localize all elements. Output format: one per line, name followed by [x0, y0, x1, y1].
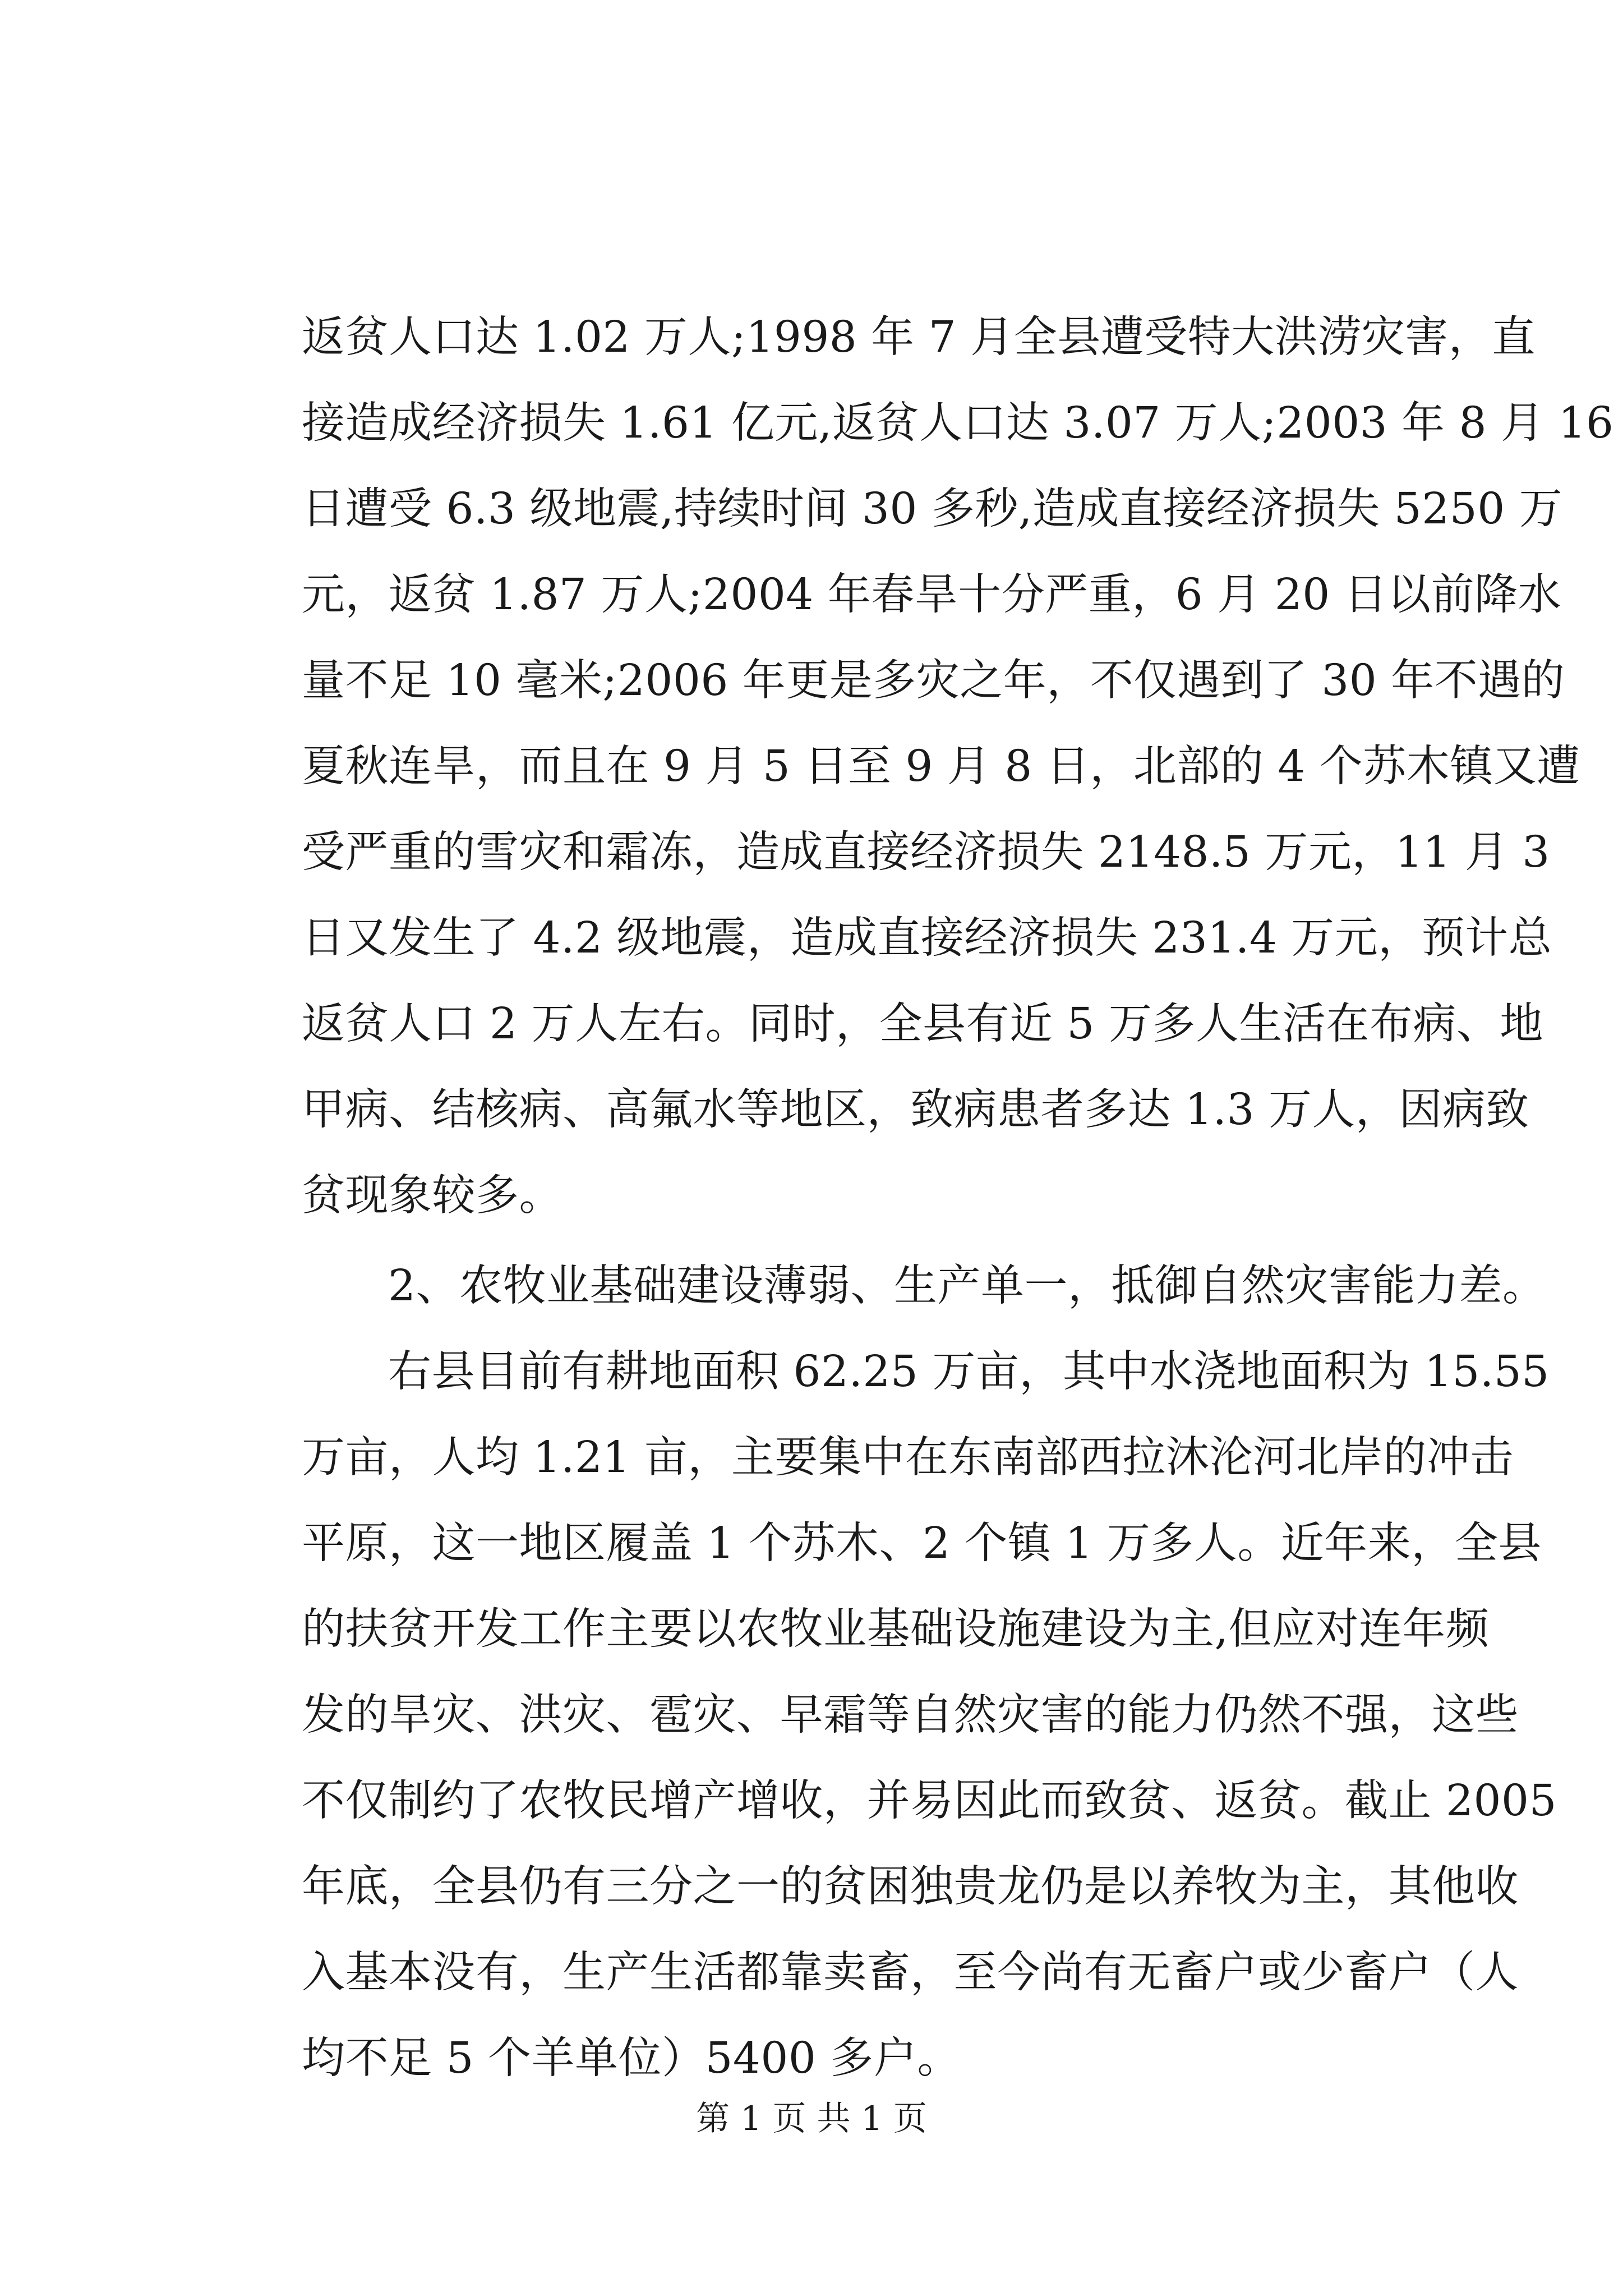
text-line: 年底，全县仍有三分之一的贫困独贵龙仍是以养牧为主，其他收	[302, 1862, 1519, 1912]
text-line: 返贫人口 2 万人左右。同时，全县有近 5 万多人生活在布病、地	[302, 999, 1543, 1049]
text-line: 夏秋连旱，而且在 9 月 5 日至 9 月 8 日，北部的 4 个苏木镇又遭	[302, 742, 1580, 792]
text-line: 返贫人口达 1.02 万人;1998 年 7 月全县遭受特大洪涝灾害，直	[302, 312, 1536, 362]
page-footer	[0, 2096, 1623, 2141]
page-number: 第 1 页 共 1 页	[696, 2099, 927, 2138]
text-line: 右县目前有耕地面积 62.25 万亩，其中水浇地面积为 15.55	[388, 1347, 1550, 1397]
text-line: 元，返贫 1.87 万人;2004 年春旱十分严重，6 月 20 日以前降水	[302, 570, 1562, 620]
paragraph-agriculture	[302, 1329, 1557, 2101]
text-line: 量不足 10 毫米;2006 年更是多灾之年，不仅遇到了 30 年不遇的	[302, 656, 1565, 706]
text-line: 均不足 5 个羊单位）5400 多户。	[302, 2033, 961, 2083]
paragraph-disaster-losses	[302, 295, 1614, 1239]
text-line: 入基本没有，生产生活都靠卖畜，至今尚有无畜户或少畜户（人	[302, 1948, 1519, 1998]
document-body	[302, 295, 1614, 2101]
text-line: 甲病、结核病、高氟水等地区，致病患者多达 1.3 万人，因病致	[302, 1085, 1529, 1135]
text-line: 的扶贫开发工作主要以农牧业基础设施建设为主,但应对连年频	[302, 1604, 1490, 1654]
text-line: 万亩，人均 1.21 亩，主要集中在东南部西拉沐沦河北岸的冲击	[302, 1433, 1514, 1483]
text-line: 接造成经济损失 1.61 亿元,返贫人口达 3.07 万人;2003 年 8 月 16	[302, 398, 1614, 448]
text-line: 贫现象较多。	[302, 1171, 562, 1221]
text-line: 日又发生了 4.2 级地震，造成直接经济损失 231.4 万元，预计总	[302, 913, 1552, 963]
section-heading: 2、农牧业基础建设薄弱、生产单一，抵御自然灾害能力差。	[388, 1261, 1546, 1311]
text-line: 发的旱灾、洪灾、雹灾、早霜等自然灾害的能力仍然不强，这些	[302, 1690, 1519, 1740]
text-line: 受严重的雪灾和霜冻，造成直接经济损失 2148.5 万元，11 月 3	[302, 827, 1550, 877]
text-line: 平原，这一地区履盖 1 个苏木、2 个镇 1 万多人。近年来，全县	[302, 1519, 1542, 1568]
text-line: 日遭受 6.3 级地震,持续时间 30 多秒,造成直接经济损失 5250 万	[302, 484, 1563, 534]
text-line: 不仅制约了农牧民增产增收，并易因此而致贫、返贫。截止 2005	[302, 1776, 1557, 1826]
